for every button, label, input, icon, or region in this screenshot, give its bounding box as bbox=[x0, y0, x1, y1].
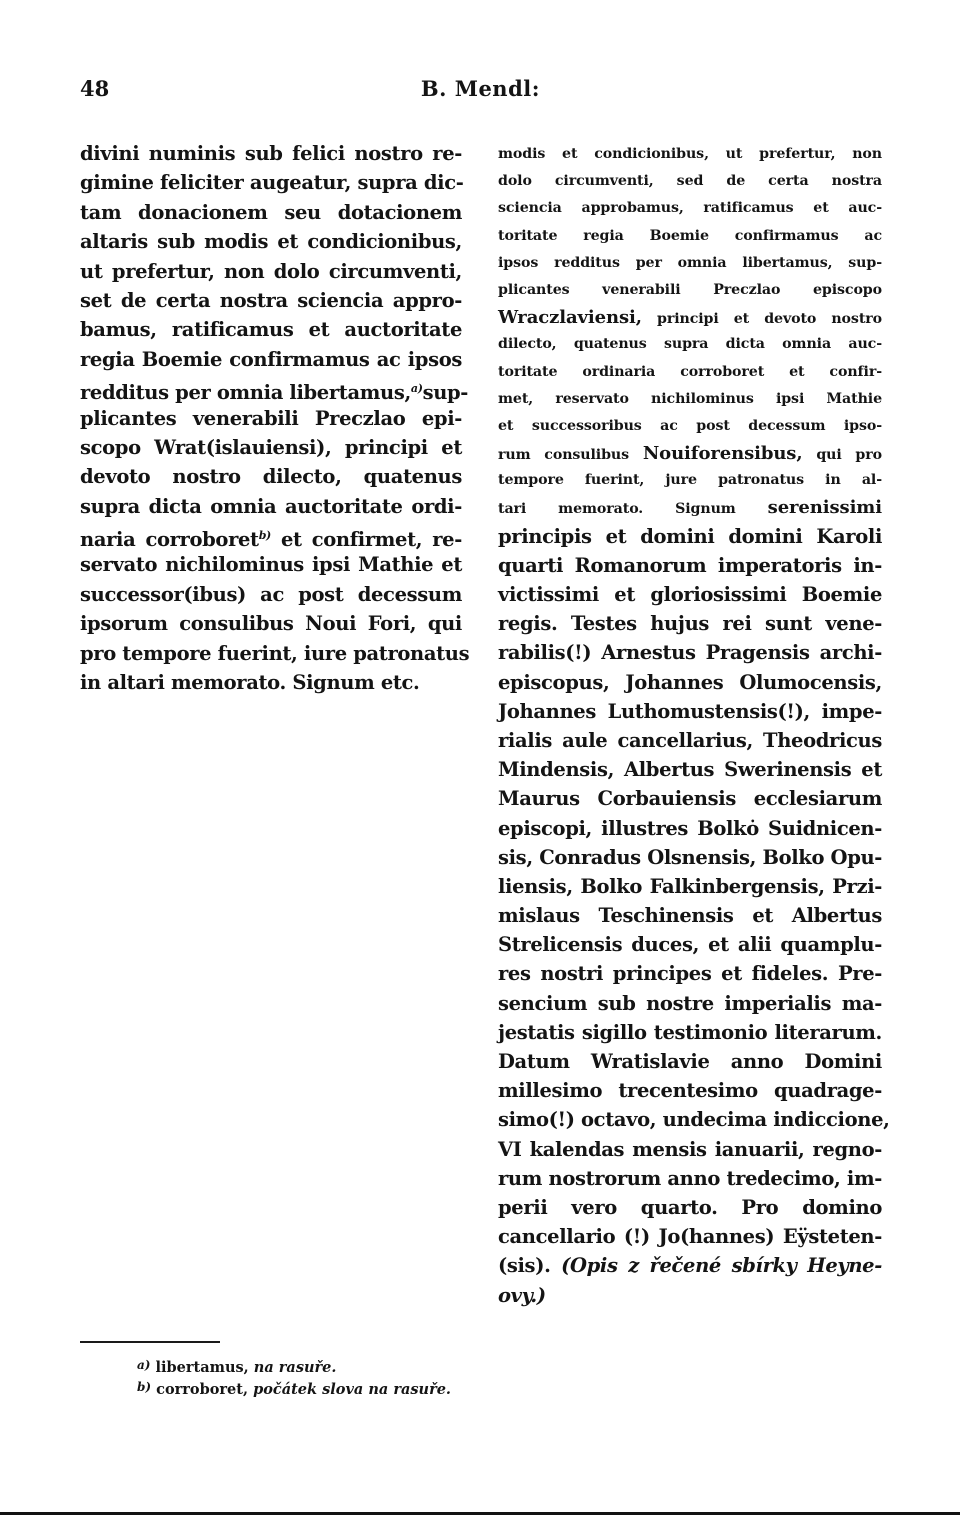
text-line: res nostri principes et fideles. Pre- bbox=[498, 962, 882, 986]
running-head: B. Mendl: bbox=[420, 76, 540, 101]
footnote-note: počátek slova na rasuře. bbox=[253, 1381, 451, 1398]
line-text: et confirmet, re- bbox=[270, 528, 462, 552]
footnote-note: na rasuře. bbox=[253, 1359, 337, 1376]
text-line: regia Boemie confirmamus ac ipsos bbox=[80, 347, 462, 371]
text-line: mislaus Teschinensis et Albertus bbox=[498, 904, 882, 928]
source-note-end: ovy.) bbox=[498, 1283, 546, 1307]
text-line: sencium sub nostre imperialis ma- bbox=[498, 991, 882, 1015]
text-line: sis, Conradus Olsnensis, Bolko Opu- bbox=[498, 845, 883, 869]
text-line: servato nichilominus ipsi Mathie et bbox=[80, 553, 462, 577]
text-line: modis et condicionibus, ut prefertur, non bbox=[498, 146, 882, 162]
text-line: rum nostrorum anno tredecimo, im- bbox=[498, 1166, 882, 1190]
text-line: quarti Romanorum imperatoris in- bbox=[498, 553, 882, 577]
line-text: naria corroboret bbox=[80, 528, 259, 552]
text-line: dilecto, quatenus supra dicta omnia auc- bbox=[498, 336, 882, 353]
text-line: perii vero quarto. Pro domino bbox=[498, 1195, 882, 1219]
text-line: rabilis(!) Arnestus Pragensis archi- bbox=[498, 641, 882, 665]
text-line: cancellario (!) Jo(hannes) Eÿsteten- bbox=[498, 1225, 882, 1249]
text-line: ipsos redditus per omnia libertamus, sup- bbox=[498, 254, 882, 271]
page-number: 48 bbox=[80, 76, 110, 101]
text-line: simo(!) octavo, undecima indiccione, bbox=[498, 1108, 890, 1132]
text-line bbox=[498, 304, 882, 331]
footnote-mark: a) bbox=[137, 1358, 151, 1372]
text-line: tam donacionem seu dotacionem bbox=[80, 200, 462, 224]
text-line: regis. Testes hujus rei sunt vene- bbox=[498, 612, 882, 636]
text-line: Maurus Corbauiensis ecclesiarum bbox=[498, 787, 882, 811]
line-text-large: Wraczlaviensi, bbox=[498, 307, 642, 329]
line-text: principi et devoto nostro bbox=[657, 311, 883, 328]
text-line: scopo Wrat(islauiensi), principi et bbox=[80, 435, 462, 459]
text-line: Mindensis, Albertus Swerinensis et bbox=[498, 758, 882, 782]
text-line: episcopus, Johannes Olumocensis, bbox=[498, 670, 882, 694]
footnote-text: libertamus, bbox=[155, 1359, 249, 1376]
line-text-large: Nouiforensibus, bbox=[642, 443, 803, 465]
text-line: divini numinis sub felici nostro re- bbox=[80, 142, 462, 165]
line-text: qui pro bbox=[816, 447, 882, 464]
text-line: plicantes venerabili Preczlao epi- bbox=[80, 406, 462, 430]
text-line bbox=[498, 494, 882, 521]
text-line-with-footnote-b bbox=[80, 521, 462, 550]
line-text: tari memorato. Signum bbox=[498, 501, 736, 518]
line-text: rum consulibus bbox=[498, 447, 630, 464]
text-line: victissimi et gloriosissimi Boemie bbox=[498, 583, 882, 606]
text-line: liensis, Bolko Falkinbergensis, Przi- bbox=[498, 874, 882, 898]
footnote-mark-a: a) bbox=[410, 382, 423, 396]
text-line: sciencia approbamus, ratificamus et auc- bbox=[498, 200, 882, 217]
footnote-text: corroboret, bbox=[156, 1381, 249, 1398]
text-line: Datum Wratislavie anno Domini bbox=[498, 1050, 882, 1073]
right-column bbox=[498, 141, 890, 1310]
text-line: ut prefertur, non dolo circumventi, bbox=[80, 259, 462, 283]
text-line-with-source-note bbox=[498, 1251, 882, 1280]
text-line: ipsorum consulibus Noui Fori, qui bbox=[80, 612, 462, 636]
line-text: redditus per omnia libertamus, bbox=[80, 381, 411, 405]
footnote-b bbox=[137, 1376, 451, 1398]
text-line bbox=[498, 440, 882, 467]
text-line: altaris sub modis et condicionibus, bbox=[80, 230, 462, 254]
footnote-divider bbox=[80, 1341, 220, 1343]
text-line: VI kalendas mensis ianuarii, regno- bbox=[498, 1137, 882, 1161]
text-line: set de certa nostra sciencia appro- bbox=[80, 288, 462, 312]
text-line: tempore fuerint, jure patronatus in al- bbox=[498, 472, 882, 489]
line-text: (sis). bbox=[498, 1254, 551, 1278]
text-line: toritate ordinaria corroboret et confir- bbox=[498, 363, 882, 380]
left-column bbox=[80, 139, 470, 697]
text-line: plicantes venerabili Preczlao episcopo bbox=[498, 281, 882, 298]
text-line: millesimo trecentesimo quadrage- bbox=[498, 1079, 882, 1103]
text-line: jestatis sigillo testimonio literarum. bbox=[498, 1020, 882, 1044]
text-line: principis et domini domini Karoli bbox=[498, 524, 882, 548]
footnote-a bbox=[137, 1354, 451, 1376]
text-line: gimine feliciter augeatur, supra dic- bbox=[80, 171, 464, 195]
text-line: in altari memorato. Signum etc. bbox=[80, 671, 420, 695]
footnotes bbox=[137, 1354, 451, 1398]
text-line: dolo circumventi, sed de certa nostra bbox=[498, 173, 882, 190]
line-text: sup- bbox=[422, 381, 469, 405]
text-line: toritate regia Boemie confirmamus ac bbox=[498, 227, 882, 244]
text-line: episcopi, illustres Bolkȯ Suidnicen- bbox=[498, 816, 882, 840]
footnote-mark: b) bbox=[137, 1380, 152, 1394]
page-header bbox=[80, 76, 540, 112]
text-line: rialis aule cancellarius, Theodricus bbox=[498, 728, 882, 752]
text-line: Strelicensis duces, et alii quamplu- bbox=[498, 933, 882, 957]
line-text-large: serenissimi bbox=[767, 497, 882, 519]
text-line: pro tempore fuerint, iure patronatus bbox=[80, 641, 470, 665]
text-line: bamus, ratificamus et auctoritate bbox=[80, 318, 462, 342]
text-line: et successoribus ac post decessum ipso- bbox=[498, 417, 882, 434]
text-line-with-footnote-a bbox=[80, 374, 469, 405]
source-note: (Opis z řečené sbírky Heyne- bbox=[561, 1254, 882, 1278]
text-line: met, reservato nichilominus ipsi Mathie bbox=[498, 390, 882, 407]
text-line: Johannes Luthomustensis(!), impe- bbox=[498, 699, 882, 723]
text-line: successor(ibus) ac post decessum bbox=[80, 582, 462, 606]
footnote-mark-b: b) bbox=[258, 529, 271, 543]
text-line: supra dicta omnia auctoritate ordi- bbox=[80, 494, 462, 518]
text-line: devoto nostro dilecto, quatenus bbox=[80, 465, 462, 489]
